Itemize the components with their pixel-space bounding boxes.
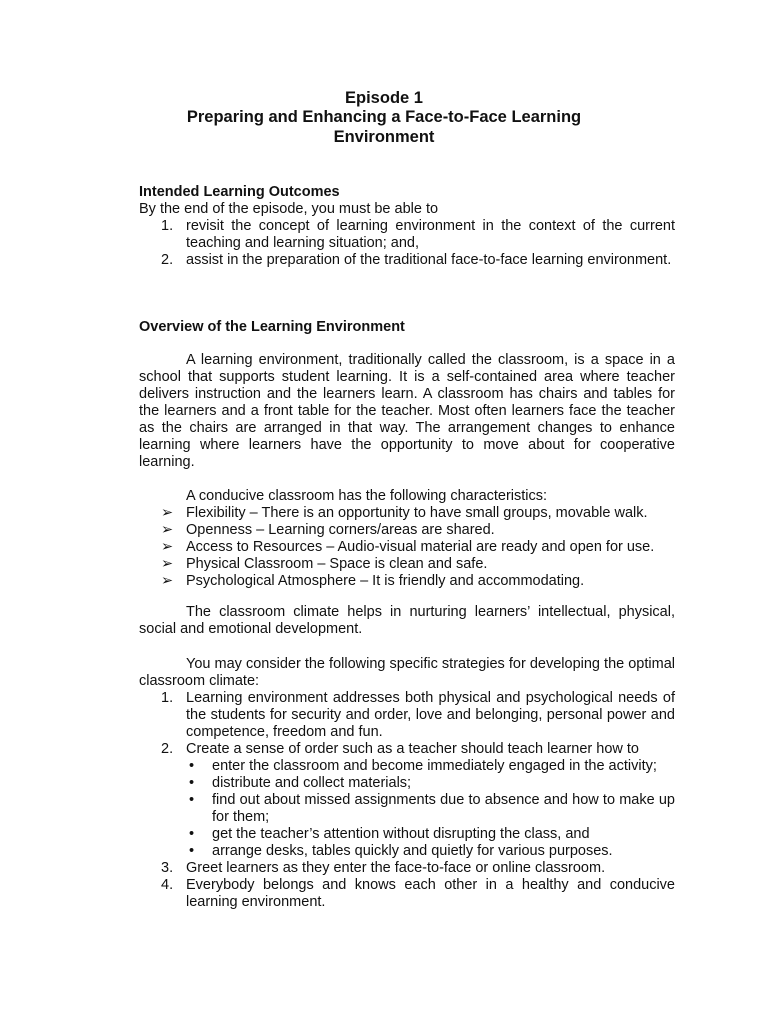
bullet-icon: •: [189, 758, 195, 774]
list-item: [139, 826, 675, 843]
climate-paragraph: The classroom climate helps in nurturing learners’ intellectual, physical, social and emotional development.: [139, 604, 675, 637]
list-item: [139, 252, 675, 269]
list-text: find out about missed assignments due to absence and how to make up for them;: [212, 792, 675, 825]
page-title-line1: Preparing and Enhancing a Face-to-Face Learning: [186, 108, 582, 126]
list-item: [139, 741, 675, 758]
list-text: Physical Classroom – Space is clean and safe.: [186, 556, 488, 572]
list-text: get the teacher’s attention without disrupting the class, and: [212, 826, 590, 842]
overview-heading: Overview of the Learning Environment: [139, 319, 405, 335]
outcomes-section: [139, 184, 675, 269]
arrow-bullet-icon: ➢: [161, 573, 174, 589]
bullet-icon: •: [189, 775, 195, 791]
arrow-bullet-icon: ➢: [161, 556, 174, 572]
list-item: [139, 877, 675, 911]
list-item: [139, 505, 675, 522]
list-item: [139, 758, 675, 775]
list-number: 2.: [161, 252, 174, 268]
list-number: 1.: [161, 218, 174, 234]
page-title-line2: Environment: [333, 128, 435, 146]
list-number: 2.: [161, 741, 174, 757]
list-item: [139, 843, 675, 860]
bullet-icon: •: [189, 843, 195, 859]
list-item: [139, 539, 675, 556]
list-text: Learning environment addresses both physical and psychological needs of the students for security and order, love and belonging, personal power and competence, freedom and fun.: [186, 690, 675, 740]
list-item: [139, 573, 675, 590]
list-text: enter the classroom and become immediately engaged in the activity;: [212, 758, 657, 774]
list-item: [139, 792, 675, 826]
list-text: Psychological Atmosphere – It is friendly and accommodating.: [186, 573, 585, 589]
outcomes-intro: By the end of the episode, you must be able to: [139, 201, 439, 217]
strategies-section: [139, 656, 675, 911]
arrow-bullet-icon: ➢: [161, 539, 174, 555]
list-item: [139, 556, 675, 573]
episode-label: Episode 1: [345, 89, 423, 107]
list-number: 4.: [161, 877, 174, 893]
list-text: arrange desks, tables quickly and quietly for various purposes.: [212, 843, 613, 859]
strategies-intro: You may consider the following specific strategies for developing the optimal classroom climate:: [139, 656, 675, 689]
list-text: distribute and collect materials;: [212, 775, 412, 791]
characteristics-section: [139, 488, 675, 590]
arrow-bullet-icon: ➢: [161, 522, 174, 538]
list-item: [139, 775, 675, 792]
list-text: revisit the concept of learning environment in the context of the current teaching and learning situation; and,: [186, 218, 675, 251]
list-text: Create a sense of order such as a teacher should teach learner how to: [186, 741, 639, 757]
list-text: Openness – Learning corners/areas are shared.: [186, 522, 495, 538]
list-text: Greet learners as they enter the face-to-face or online classroom.: [186, 860, 606, 876]
list-number: 3.: [161, 860, 174, 876]
list-text: Flexibility – There is an opportunity to have small groups, movable walk.: [186, 505, 648, 521]
arrow-bullet-icon: ➢: [161, 505, 174, 521]
overview-paragraph: A learning environment, traditionally called the classroom, is a space in a school that supports student learning. It is a self-contained area where teacher delivers instruction and the learners learn. A classroom has chairs and tables for the learners and a front table for the teacher. Most often learners face the teacher as the chairs are arranged in that way. The arrangement changes to enhance learning where learners have the opportunity to move about for cooperative learning.: [139, 352, 675, 470]
list-item: [139, 860, 675, 877]
outcomes-heading: Intended Learning Outcomes: [139, 184, 340, 200]
list-number: 1.: [161, 690, 174, 706]
list-text: Everybody belongs and knows each other in a healthy and conducive learning environment.: [186, 877, 675, 910]
list-item: [139, 690, 675, 741]
list-item: [139, 218, 675, 252]
list-item: [139, 522, 675, 539]
bullet-icon: •: [189, 826, 195, 842]
list-text: Access to Resources – Audio-visual material are ready and open for use.: [186, 539, 655, 555]
list-text: assist in the preparation of the traditional face-to-face learning environment.: [186, 252, 672, 268]
bullet-icon: •: [189, 792, 195, 808]
characteristics-intro: A conducive classroom has the following characteristics:: [186, 488, 548, 504]
